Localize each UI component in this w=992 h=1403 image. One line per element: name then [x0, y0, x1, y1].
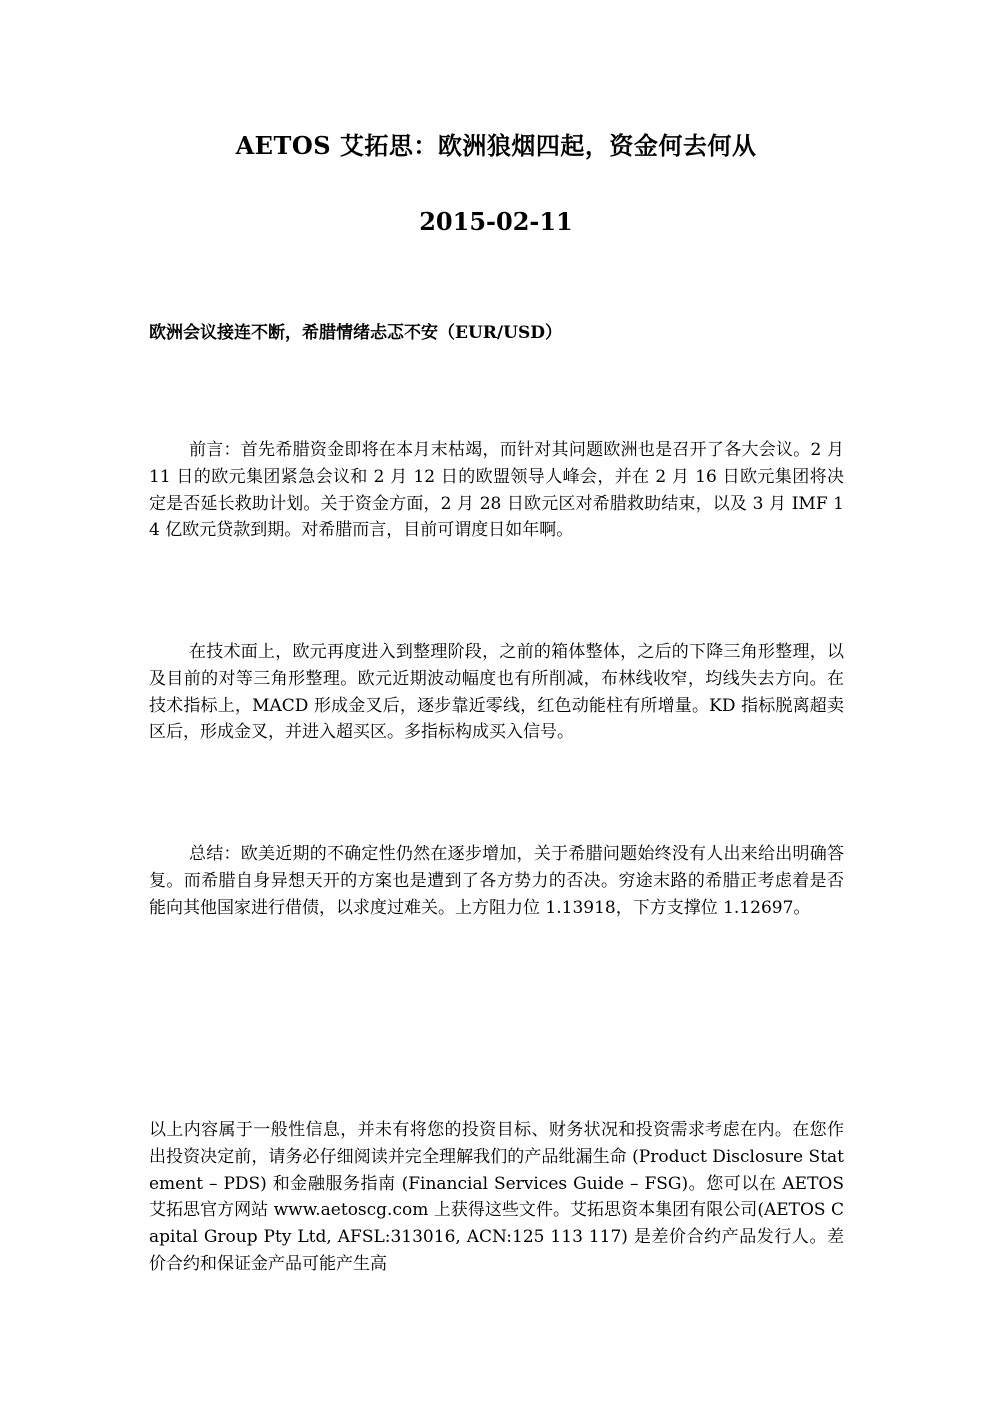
section-subtitle: 欧洲会议接连不断，希腊情绪忐忑不安（EUR/USD）: [149, 323, 562, 343]
paragraph-technical: 在技术面上，欧元再度进入到整理阶段，之前的箱体整体，之后的下降三角形整理，以及目前的对等三角形整理。欧元近期波动幅度也有所削减，布林线收窄，均线失去方向。在技术指标上，MACD 形成金叉后，逐步靠近零线，红色动能柱有所增量。KD 指标脱离超卖区后，形成金叉，并进入超买区。多指标构成买入信号。: [149, 642, 844, 743]
paragraph-intro: 前言：首先希腊资金即将在本月末枯竭，而针对其问题欧洲也是召开了各大会议。2 月 11 日的欧元集团紧急会议和 2 月 12 日的欧盟领导人峰会，并在 2 月 16 日欧元集团将决定是否延长救助计划。关于资金方面，2 月 28 日欧元区对希腊救助结束，以及 3 月 IMF 14 亿欧元贷款到期。对希腊而言，目前可谓度日如年啊。: [149, 440, 844, 541]
paragraph-summary: 总结：欧美近期的不确定性仍然在逐步增加，关于希腊问题始终没有人出来给出明确答复。而希腊自身异想天开的方案也是遭到了各方势力的否决。穷途末路的希腊正考虑着是否能向其他国家进行借债，以求度过难关。上方阻力位 1.13918，下方支撑位 1.12697。: [149, 844, 844, 918]
publish-date: 2015-02-11: [419, 207, 573, 236]
page-title: AETOS 艾拓思：欧洲狼烟四起，资金何去何从: [235, 131, 757, 160]
disclaimer-text: 以上内容属于一般性信息，并未有将您的投资目标、财务状况和投资需求考虑在内。在您作出投资决定前，请务必仔细阅读并完全理解我们的产品纰漏生命 (Product Disclosure Statement – PDS) 和金融服务指南 (Financial Services Guide – FSG)。您可以在 AETOS 艾拓思官方网站 www.aetoscg.com 上获得这些文件。艾拓思资本集团有限公司(AETOS Capital Group Pty Ltd, AFSL:313016, ACN:125 113 117) 是差价合约产品发行人。差价合约和保证金产品可能产生高: [149, 1120, 844, 1274]
